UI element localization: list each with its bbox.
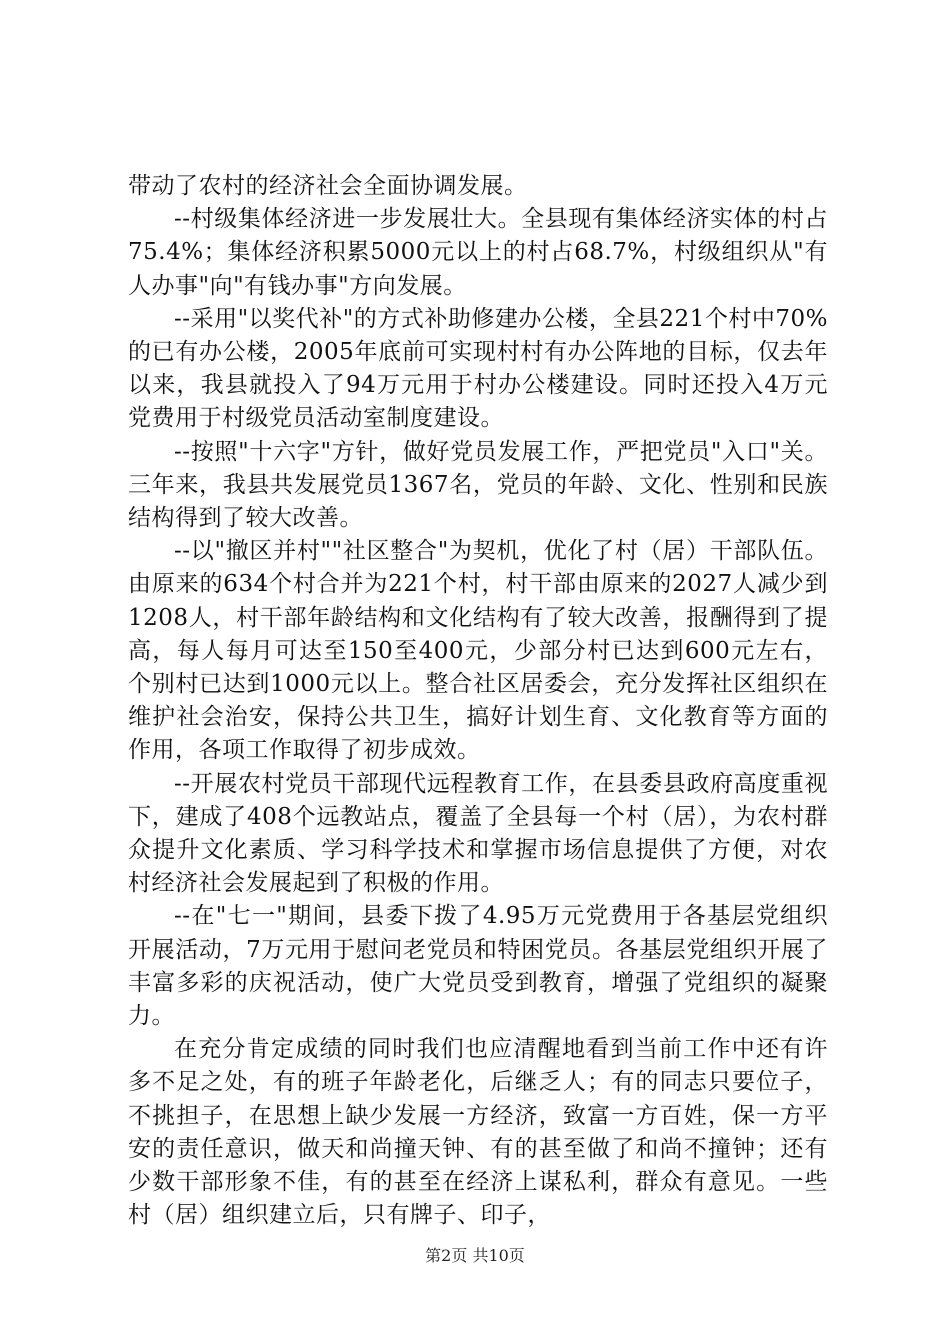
paragraph-7: --在"七一"期间，县委下拨了4.95万元党费用于各基层党组织开展活动，7万元用于慰问老党员和特困党员。各基层党组织开展了丰富多彩的庆祝活动，使广大党员受到教育，增强了党组织的凝聚力。 xyxy=(128,903,828,1030)
document-body xyxy=(128,170,828,1233)
paragraph-2: --村级集体经济进一步发展壮大。全县现有集体经济实体的村占75.4%；集体经济积累5000元以上的村占68.7%，村级组织从"有人办事"向"有钱办事"方向发展。 xyxy=(128,206,828,299)
page-footer: 第2页 共10页 xyxy=(425,1246,525,1265)
paragraph-3: --采用"以奖代补"的方式补助修建办公楼，全县221个村中70%的已有办公楼，2005年底前可实现村村有办公阵地的目标，仅去年以来，我县就投入了94万元用于村办公楼建设。同时还投入4万元党费用于村级党员活动室制度建设。 xyxy=(128,305,828,432)
paragraph-4: --按照"十六字"方针，做好党员发展工作，严把党员"入口"关。三年来，我县共发展党员1367名，党员的年龄、文化、性别和民族结构得到了较大改善。 xyxy=(128,438,828,532)
paragraph-6: --开展农村党员干部现代远程教育工作，在县委县政府高度重视下，建成了408个远教站点，覆盖了全县每一个村（居），为农村群众提升文化素质、学习科学技术和掌握市场信息提供了方便，对农村经济社会发展起到了积极的作用。 xyxy=(128,770,828,897)
paragraph-8: 在充分肯定成绩的同时我们也应清醒地看到当前工作中还有许多不足之处，有的班子年龄老化，后继乏人；有的同志只要位子，不挑担子，在思想上缺少发展一方经济，致富一方百姓，保一方平安的责任意识，做天和尚撞天钟、有的甚至做了和尚不撞钟；还有少数干部形象不佳，有的甚至在经济上谋私利，群众有意见。一些村（居）组织建立后，只有牌子、印子， xyxy=(128,1036,828,1229)
paragraph-5: --以"撤区并村""社区整合"为契机，优化了村（居）干部队伍。由原来的634个村合并为221个村，村干部由原来的2027人减少到1208人，村干部年龄结构和文化结构有了较大改善，报酬得到了提高，每人每月可达至150至400元，少部分村已达到600元左右，个别村已达到1000元以上。整合社区居委会，充分发挥社区组织在维护社会治安，保持公共卫生，搞好计划生育、文化教育等方面的作用，各项工作取得了初步成效。 xyxy=(128,538,828,764)
paragraph-1: 带动了农村的经济社会全面协调发展。 xyxy=(128,173,528,199)
